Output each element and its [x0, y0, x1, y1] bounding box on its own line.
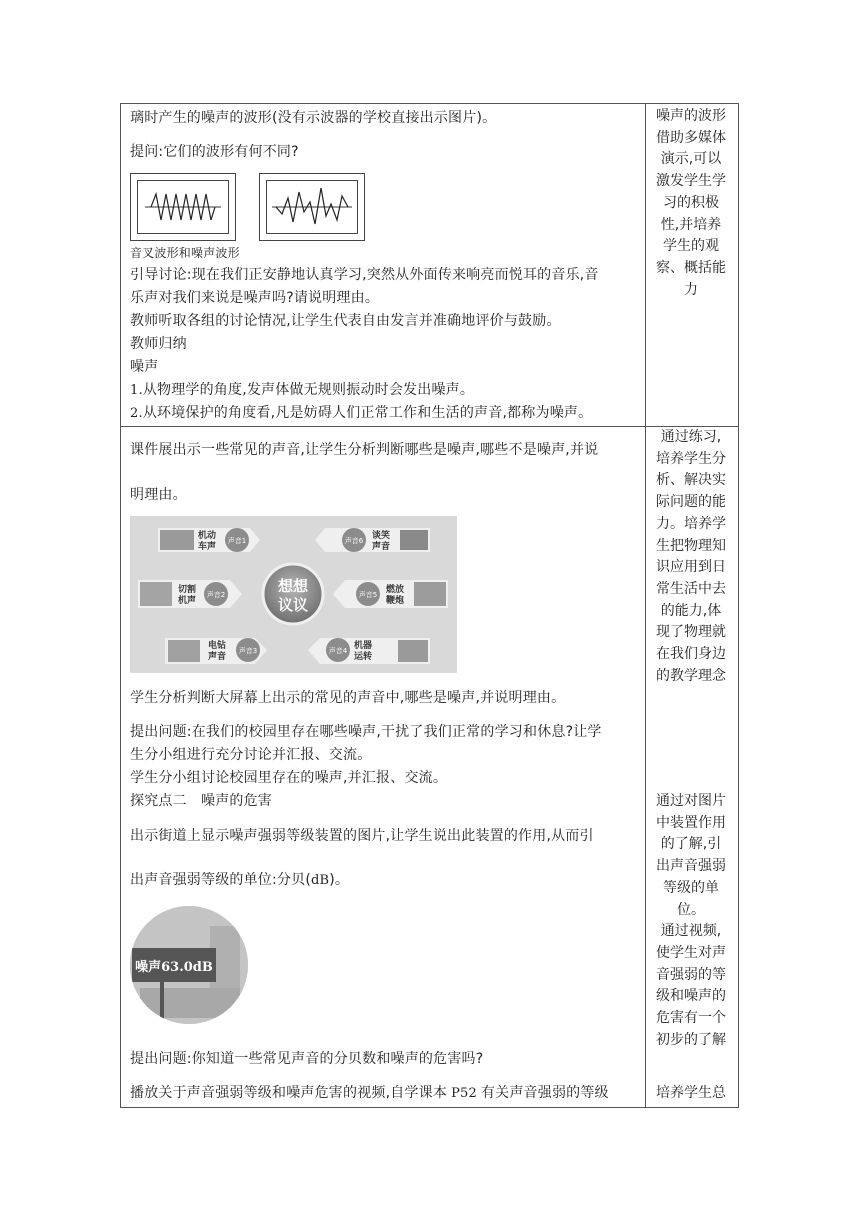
- badge-sound-1: 声音1: [227, 537, 247, 545]
- table-bottom-border: [120, 1107, 739, 1108]
- noise-waveform-image: [259, 173, 365, 241]
- side-note-summary: 培养学生总: [656, 1085, 726, 1101]
- side-note-decibel: 通过对图片 中装置作用 的了解,引 出声音强弱 等级的单 位。 通过视频, 使学生对声 音强弱的等 级和噪声的 危害有一个 初步的了解: [656, 793, 726, 1048]
- item-3-name-l1: 电钻: [208, 641, 227, 651]
- item-6-name-l1: 谈笑: [372, 531, 391, 541]
- row-divider-1: [120, 426, 739, 427]
- tuning-fork-waveform-image: [130, 173, 236, 241]
- waveform-question: 提问:它们的波形有何不同?: [130, 144, 299, 160]
- side-note-waveform: 噪声的波形 借助多媒体 演示,可以 激发学生学 习的积极 性,并培养 学生的观 察、概括能 力: [656, 108, 726, 298]
- decibel-question: 提出问题:你知道一些常见声音的分贝数和噪声的危害吗?: [130, 1051, 484, 1067]
- campus-question-line-1: 提出问题:在我们的校园里存在哪些噪声,干扰了我们正常的学习和休息?让学: [130, 724, 602, 740]
- noise-meter-label: 噪声63.0dB: [135, 960, 213, 975]
- item-1-name-l2: 车声: [198, 542, 217, 552]
- table-left-border: [120, 103, 121, 1108]
- diagram-center-line-2: 议议: [277, 596, 309, 614]
- video-line: 播放关于声音强弱等级和噪声危害的视频,自学课本 P52 有关声音强弱的等级: [130, 1085, 609, 1101]
- badge-sound-4: 声音4: [328, 647, 348, 655]
- item-2-name-l1: 切割: [178, 585, 197, 595]
- item-5-name-l2: 鞭炮: [386, 596, 405, 606]
- column-divider: [645, 103, 646, 1108]
- student-analysis-text: 学生分析判断大屏幕上出示的常见的声音中,哪些是噪声,并说明理由。: [130, 690, 566, 706]
- side-note-practice: 通过练习, 培养学生分 析、解决实 际问题的能 力。培养学 生把物理知 识应用到日 常生活中去 的能力,体 现了物理就 在我们身边 的教学理念: [656, 429, 726, 684]
- item-5-name-l1: 燃放: [386, 585, 405, 595]
- teacher-listen-text: 教师听取各组的讨论情况,让学生代表自由发言并准确地评价与鼓励。: [130, 313, 561, 329]
- think-discuss-diagram: [130, 516, 457, 673]
- table-top-border: [120, 103, 739, 104]
- badge-sound-6: 声音6: [344, 537, 364, 545]
- street-device-line-2: 出声音强弱等级的单位:分贝(dB)。: [130, 872, 350, 888]
- inquiry-point-2-title: 探究点二 噪声的危害: [130, 793, 272, 809]
- street-device-line-1: 出示街道上显示噪声强弱等级装置的图片,让学生说出此装置的作用,从而引: [130, 828, 594, 844]
- teacher-summary-text: 教师归纳: [130, 336, 187, 352]
- noise-definition-2: 2.从环境保护的角度看,凡是妨碍人们正常工作和生活的声音,都称为噪声。: [130, 405, 593, 421]
- item-3-name-l2: 声音: [208, 652, 227, 662]
- item-4-name-l1: 机器: [354, 641, 373, 651]
- campus-question-line-2: 生分小组进行充分讨论并汇报、交流。: [130, 747, 372, 763]
- discussion-line-1: 引导讨论:现在我们正安静地认真学习,突然从外面传来响亮而悦耳的音乐,音: [130, 267, 599, 283]
- noise-meter-photo: [130, 906, 248, 1024]
- badge-sound-5: 声音5: [358, 591, 378, 599]
- group-discuss-text: 学生分小组讨论校园里存在的噪声,并汇报、交流。: [130, 770, 448, 786]
- sounds-intro-line-1: 课件展出示一些常见的声音,让学生分析判断哪些是噪声,哪些不是噪声,并说: [130, 442, 599, 458]
- badge-sound-3: 声音3: [238, 647, 258, 655]
- waveform-caption: 音叉波形和噪声波形: [130, 246, 240, 260]
- noise-definition-1: 1.从物理学的角度,发声体做无规则振动时会发出噪声。: [130, 382, 475, 398]
- waveform-intro-text: 璃时产生的噪声的波形(没有示波器的学校直接出示图片)。: [130, 110, 497, 126]
- item-6-name-l2: 声音: [372, 542, 391, 552]
- table-right-border: [738, 103, 739, 1108]
- badge-sound-2: 声音2: [206, 591, 226, 599]
- noise-heading: 噪声: [130, 359, 159, 375]
- item-2-name-l2: 机声: [178, 596, 197, 606]
- item-4-name-l2: 运转: [354, 652, 373, 662]
- item-1-name-l1: 机动: [198, 531, 217, 541]
- discussion-line-2: 乐声对我们来说是噪声吗?请说明理由。: [130, 290, 380, 306]
- diagram-center-line-1: 想想: [277, 577, 309, 595]
- sounds-intro-line-2: 明理由。: [130, 487, 187, 503]
